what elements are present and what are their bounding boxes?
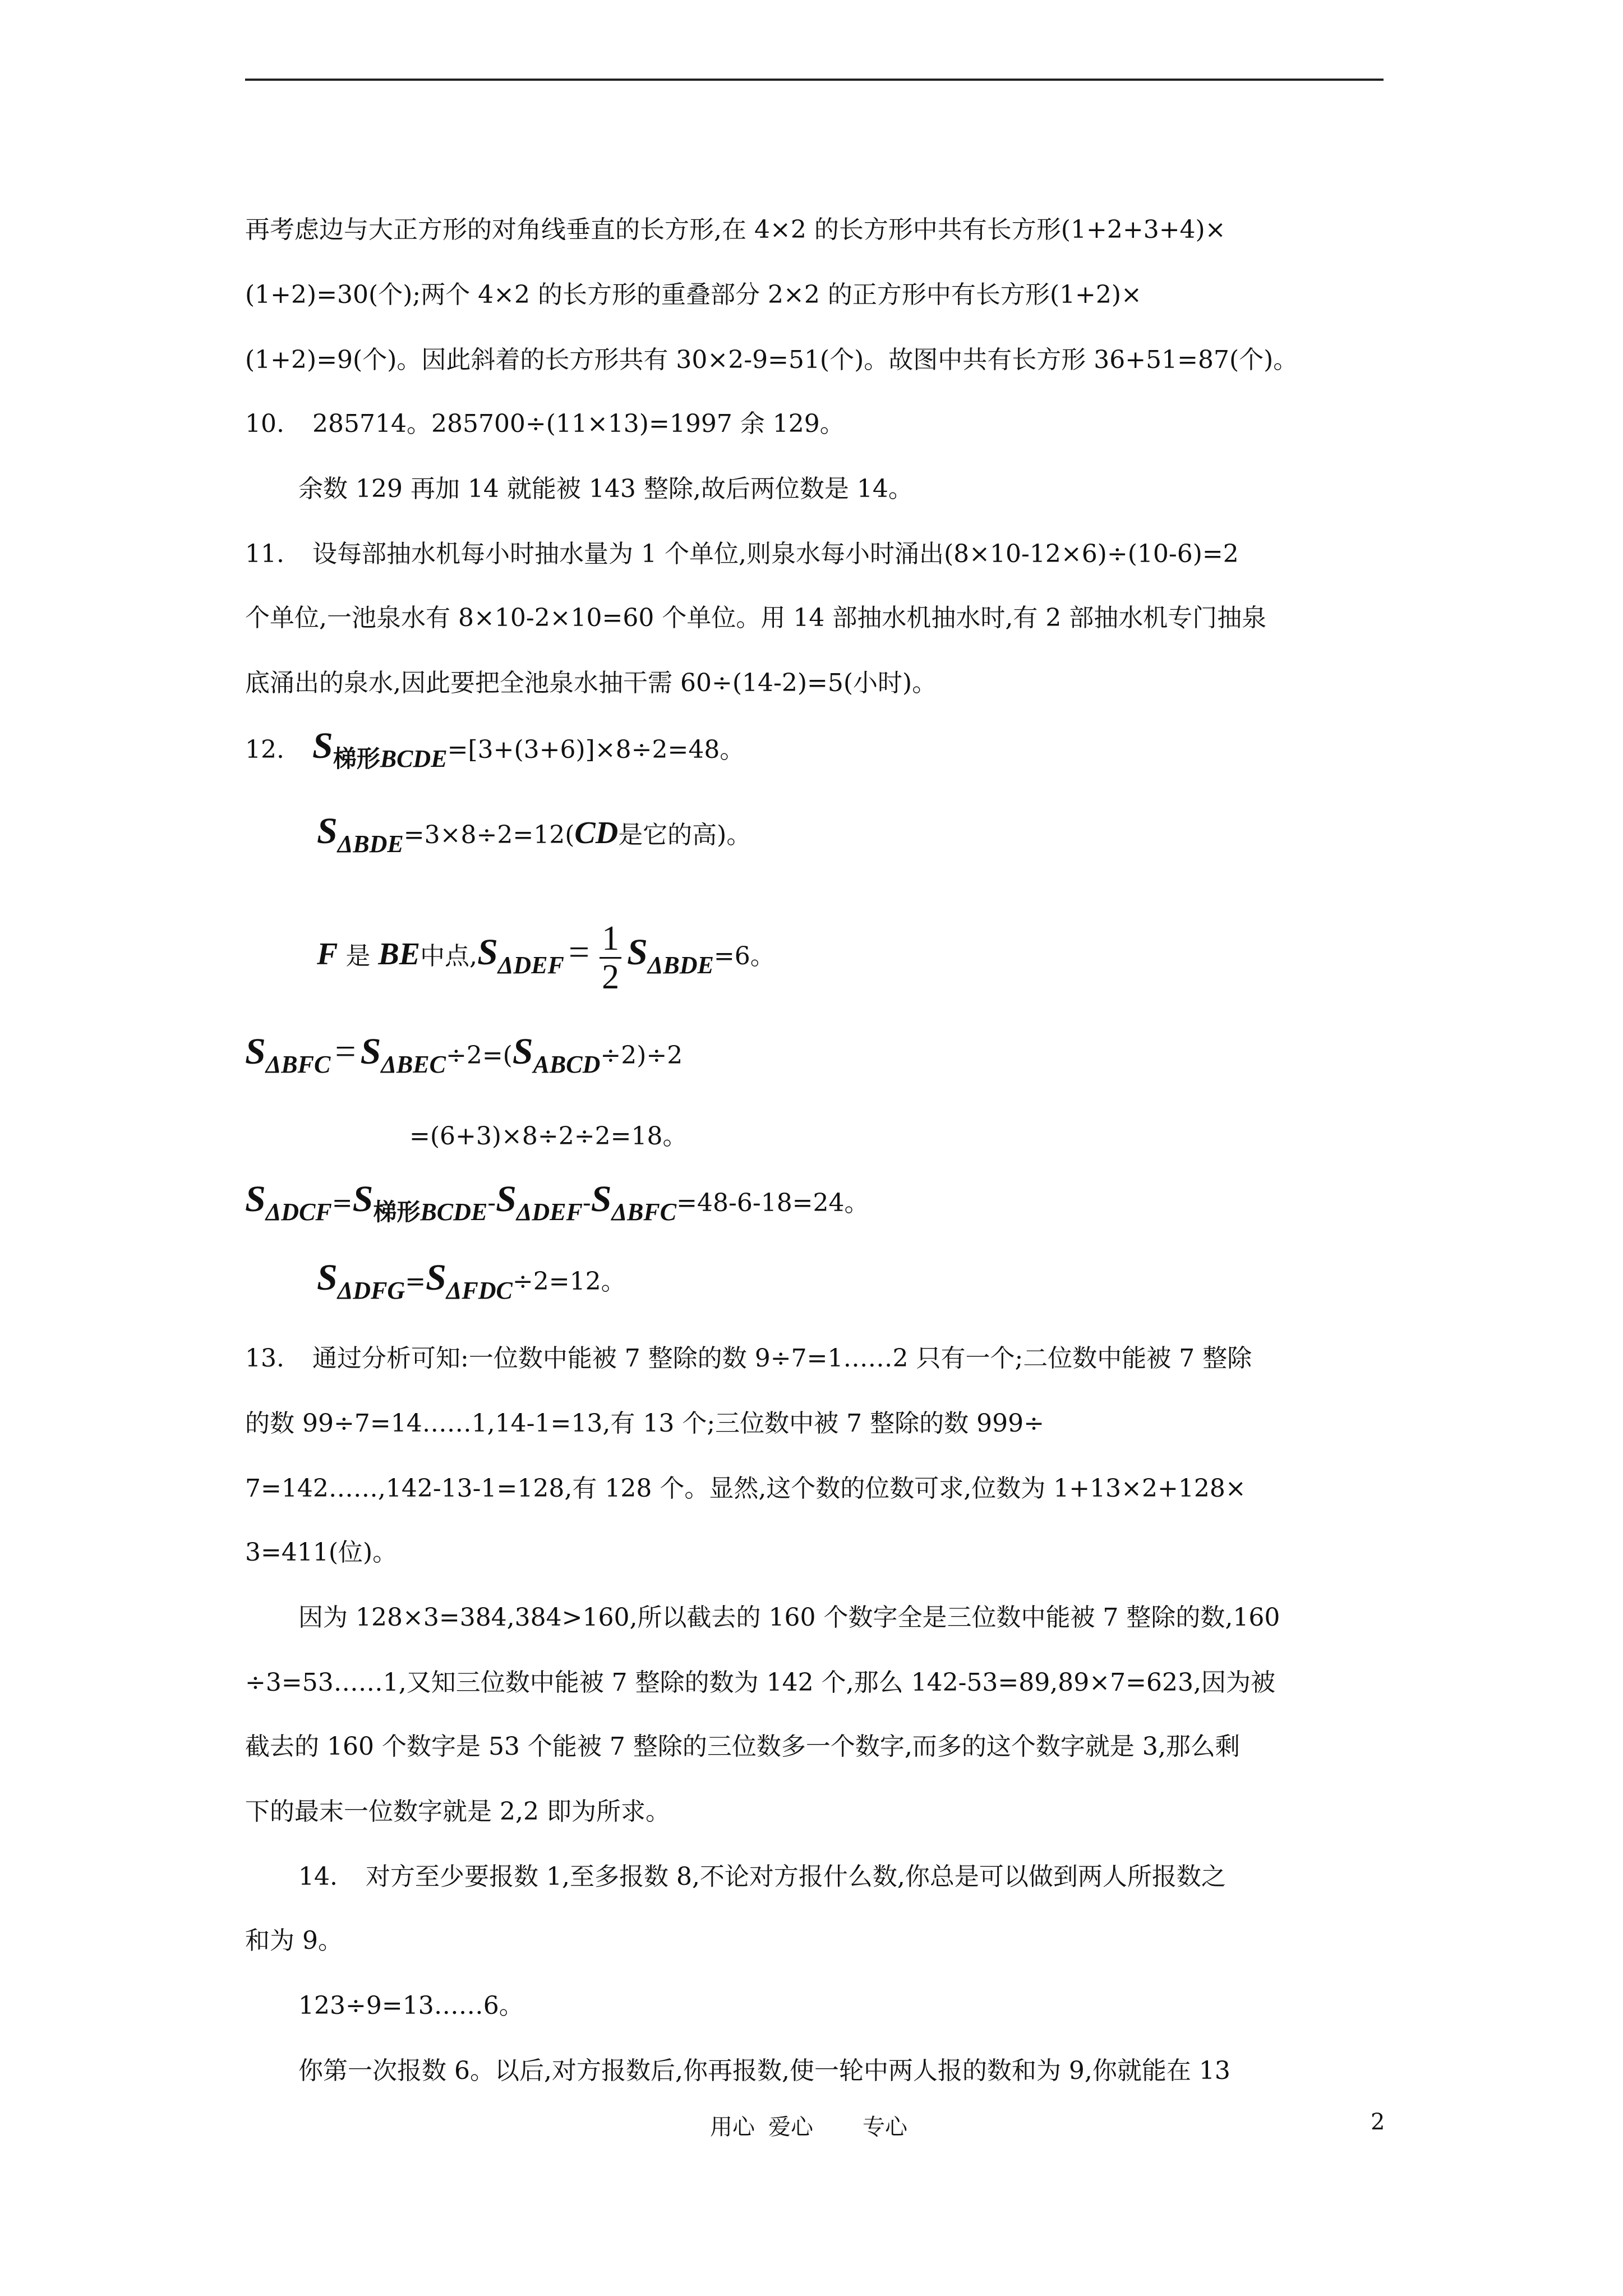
formula-bfc-result: =(6+3)×8÷2÷2=18。	[409, 1122, 688, 1151]
problem-number: 10.	[245, 409, 284, 438]
page-number: 2	[1371, 2109, 1385, 2135]
problem-10: 10. 285714。285700÷(11×13)=1997 余 129。	[245, 407, 845, 441]
text-line: 个单位,一池泉水有 8×10-2×10=60 个单位。用 14 部抽水机抽水时,有 2 部抽水机专门抽泉	[245, 604, 1267, 632]
problem-number: 14.	[298, 1862, 338, 1891]
footer-motto-2: 爱心	[768, 2114, 813, 2140]
footer-motto-3: 专心	[863, 2114, 907, 2140]
text-line: 的数 99÷7=14……1,14-1=13,有 13 个;三位数中被 7 整除的数 999÷	[245, 1409, 1044, 1438]
text-line: 底涌出的泉水,因此要把全池泉水抽干需 60÷(14-2)=5(小时)。	[245, 669, 937, 697]
formula-bfc: SΔBFC = SΔBEC÷2=(SABCD÷2)÷2	[245, 1031, 683, 1078]
text-line: 下的最末一位数字就是 2,2 即为所求。	[245, 1797, 670, 1826]
problem-number: 12.	[245, 735, 284, 764]
formula-dcf: SΔDCF=S梯形BCDE-SΔDEF-SΔBFC=48-6-18=24。	[245, 1179, 869, 1226]
problem-13: 13. 通过分析可知:一位数中能被 7 整除的数 9÷7=1……2 只有一个;二位数中能被 7 整除	[245, 1342, 1252, 1375]
problem-11: 11. 设每部抽水机每小时抽水量为 1 个单位,则泉水每小时涌出(8×10-12×6)÷(10-6)=2	[245, 537, 1239, 571]
problem-12: 12. S梯形BCDE=[3+(3+6)]×8÷2=48。	[245, 725, 745, 772]
problem-number: 11.	[245, 540, 284, 568]
problem-14: 14. 对方至少要报数 1,至多报数 8,不论对方报什么数,你总是可以做到两人所报数之	[298, 1860, 1226, 1894]
footer-motto-1: 用心	[710, 2114, 755, 2140]
formula-def: F 是 BE中点,SΔDEF = $\frac{1}{2}$ SΔBDE=6。	[317, 919, 775, 996]
formula-bde: SΔBDE=3×8÷2=12(CD是它的高)。	[317, 811, 751, 858]
formula-dfg: SΔDFG=SΔFDC÷2=12。	[317, 1257, 626, 1304]
text-line: 余数 129 再加 14 就能被 143 整除,故后两位数是 14。	[298, 475, 913, 503]
text-line: 截去的 160 个数字是 53 个能被 7 整除的三位数多一个数字,而多的这个数字就是 3,那么剩	[245, 1732, 1240, 1761]
problem-number: 13.	[245, 1344, 284, 1373]
fraction-one-half: $\frac{1}{2}$	[600, 920, 621, 996]
header-rule	[245, 79, 1384, 81]
text-line: 7=142……,142-13-1=128,有 128 个。显然,这个数的位数可求,位数为 1+13×2+128×	[245, 1474, 1246, 1503]
text-line: 3=411(位)。	[245, 1538, 398, 1567]
text-line: 再考虑边与大正方形的对角线垂直的长方形,在 4×2 的长方形中共有长方形(1+2+3+4)×	[245, 215, 1226, 244]
text-line: 因为 128×3=384,384>160,所以截去的 160 个数字全是三位数中能被 7 整除的数,160	[298, 1603, 1280, 1632]
text-line: (1+2)=9(个)。因此斜着的长方形共有 30×2-9=51(个)。故图中共有长方形 36+51=87(个)。	[245, 346, 1298, 374]
text-line: 你第一次报数 6。以后,对方报数后,你再报数,使一轮中两人报的数和为 9,你就能在 13	[298, 2056, 1230, 2085]
text-line: (1+2)=30(个);两个 4×2 的长方形的重叠部分 2×2 的正方形中有长方形(1+2)×	[245, 280, 1142, 309]
text-line: ÷3=53……1,又知三位数中能被 7 整除的数为 142 个,那么 142-53=89,89×7=623,因为被	[245, 1668, 1275, 1697]
text-line: 和为 9。	[245, 1926, 343, 1955]
text-line: 123÷9=13……6。	[298, 1991, 524, 2020]
